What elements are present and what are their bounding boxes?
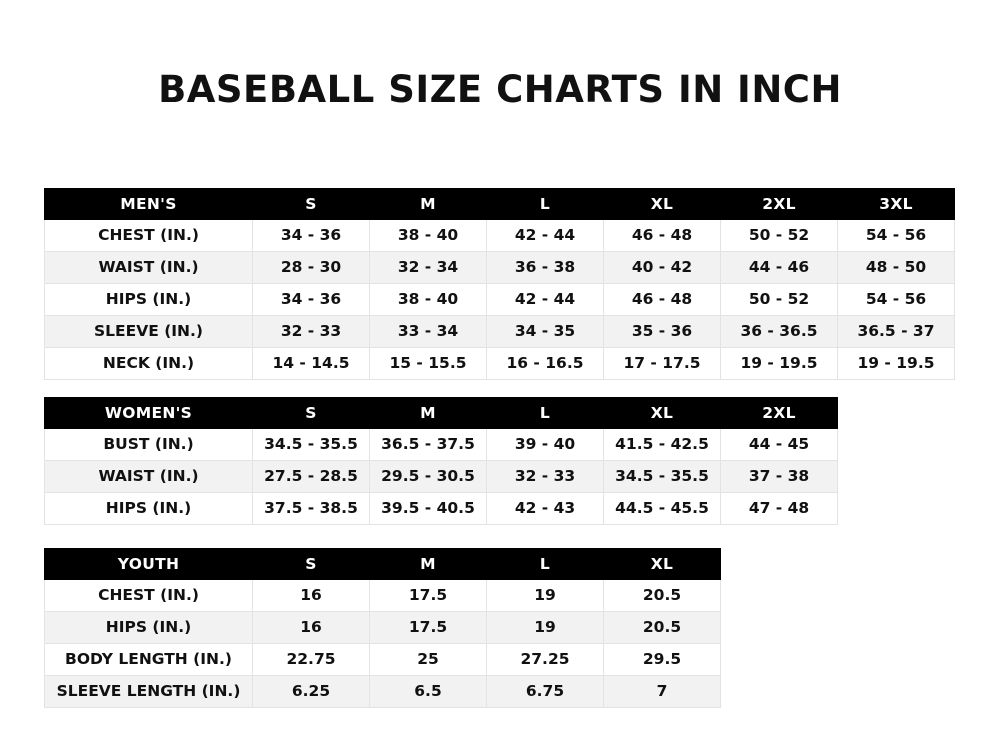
table-row	[45, 644, 721, 676]
youth-header-m: M	[370, 549, 487, 580]
cell: 22.75	[253, 644, 370, 676]
cell: 27.25	[487, 644, 604, 676]
mens-header-l: L	[487, 189, 604, 220]
womens-header-2xl: 2XL	[721, 398, 838, 429]
cell: 46 - 48	[604, 284, 721, 316]
cell: 36 - 38	[487, 252, 604, 284]
womens-header-s: S	[253, 398, 370, 429]
womens-size-table-block	[44, 397, 838, 525]
row-label: WAIST (IN.)	[45, 461, 253, 493]
row-label: SLEEVE (IN.)	[45, 316, 253, 348]
mens-size-table	[44, 188, 955, 380]
cell: 34.5 - 35.5	[253, 429, 370, 461]
cell: 32 - 33	[487, 461, 604, 493]
mens-header-2xl: 2XL	[721, 189, 838, 220]
cell: 32 - 34	[370, 252, 487, 284]
table-header-row	[45, 549, 721, 580]
table-row	[45, 461, 838, 493]
cell: 54 - 56	[838, 284, 955, 316]
cell: 35 - 36	[604, 316, 721, 348]
womens-table-header	[45, 398, 838, 429]
cell: 39 - 40	[487, 429, 604, 461]
youth-header-xl: XL	[604, 549, 721, 580]
cell: 19	[487, 612, 604, 644]
cell: 42 - 44	[487, 284, 604, 316]
cell: 6.25	[253, 676, 370, 708]
cell: 14 - 14.5	[253, 348, 370, 380]
cell: 47 - 48	[721, 493, 838, 525]
cell: 34 - 36	[253, 284, 370, 316]
cell: 17.5	[370, 580, 487, 612]
cell: 29.5	[604, 644, 721, 676]
mens-header-s: S	[253, 189, 370, 220]
table-row	[45, 580, 721, 612]
table-row	[45, 429, 838, 461]
cell: 36.5 - 37	[838, 316, 955, 348]
table-row	[45, 252, 955, 284]
table-row	[45, 316, 955, 348]
cell: 17.5	[370, 612, 487, 644]
cell: 40 - 42	[604, 252, 721, 284]
cell: 38 - 40	[370, 284, 487, 316]
cell: 42 - 43	[487, 493, 604, 525]
mens-table-body	[45, 220, 955, 380]
youth-header-label: YOUTH	[45, 549, 253, 580]
cell: 41.5 - 42.5	[604, 429, 721, 461]
mens-size-table-block	[44, 188, 955, 380]
table-row	[45, 284, 955, 316]
cell: 16 - 16.5	[487, 348, 604, 380]
youth-size-table	[44, 548, 721, 708]
cell: 6.5	[370, 676, 487, 708]
row-label: WAIST (IN.)	[45, 252, 253, 284]
cell: 29.5 - 30.5	[370, 461, 487, 493]
cell: 39.5 - 40.5	[370, 493, 487, 525]
row-label: BODY LENGTH (IN.)	[45, 644, 253, 676]
mens-table-header	[45, 189, 955, 220]
cell: 25	[370, 644, 487, 676]
cell: 44 - 45	[721, 429, 838, 461]
table-row	[45, 220, 955, 252]
row-label: HIPS (IN.)	[45, 612, 253, 644]
table-header-row	[45, 189, 955, 220]
page-title: BASEBALL SIZE CHARTS IN INCH	[158, 68, 842, 111]
cell: 36 - 36.5	[721, 316, 838, 348]
cell: 54 - 56	[838, 220, 955, 252]
row-label: SLEEVE LENGTH (IN.)	[45, 676, 253, 708]
row-label: BUST (IN.)	[45, 429, 253, 461]
youth-table-body	[45, 580, 721, 708]
cell: 20.5	[604, 580, 721, 612]
womens-header-m: M	[370, 398, 487, 429]
cell: 50 - 52	[721, 220, 838, 252]
cell: 34 - 35	[487, 316, 604, 348]
youth-header-s: S	[253, 549, 370, 580]
table-row	[45, 348, 955, 380]
cell: 6.75	[487, 676, 604, 708]
womens-table-body	[45, 429, 838, 525]
womens-header-l: L	[487, 398, 604, 429]
cell: 16	[253, 580, 370, 612]
cell: 48 - 50	[838, 252, 955, 284]
cell: 32 - 33	[253, 316, 370, 348]
cell: 42 - 44	[487, 220, 604, 252]
cell: 36.5 - 37.5	[370, 429, 487, 461]
mens-header-3xl: 3XL	[838, 189, 955, 220]
youth-table-header	[45, 549, 721, 580]
cell: 34 - 36	[253, 220, 370, 252]
cell: 19	[487, 580, 604, 612]
cell: 27.5 - 28.5	[253, 461, 370, 493]
youth-size-table-block	[44, 548, 721, 708]
cell: 20.5	[604, 612, 721, 644]
cell: 38 - 40	[370, 220, 487, 252]
row-label: HIPS (IN.)	[45, 284, 253, 316]
mens-header-xl: XL	[604, 189, 721, 220]
row-label: CHEST (IN.)	[45, 220, 253, 252]
mens-header-label: MEN'S	[45, 189, 253, 220]
cell: 28 - 30	[253, 252, 370, 284]
cell: 17 - 17.5	[604, 348, 721, 380]
cell: 37.5 - 38.5	[253, 493, 370, 525]
cell: 44 - 46	[721, 252, 838, 284]
youth-header-l: L	[487, 549, 604, 580]
table-row	[45, 612, 721, 644]
cell: 44.5 - 45.5	[604, 493, 721, 525]
womens-header-label: WOMEN'S	[45, 398, 253, 429]
cell: 46 - 48	[604, 220, 721, 252]
womens-size-table	[44, 397, 838, 525]
cell: 34.5 - 35.5	[604, 461, 721, 493]
row-label: HIPS (IN.)	[45, 493, 253, 525]
cell: 33 - 34	[370, 316, 487, 348]
cell: 7	[604, 676, 721, 708]
cell: 16	[253, 612, 370, 644]
table-row	[45, 676, 721, 708]
cell: 15 - 15.5	[370, 348, 487, 380]
table-row	[45, 493, 838, 525]
row-label: CHEST (IN.)	[45, 580, 253, 612]
cell: 19 - 19.5	[721, 348, 838, 380]
table-header-row	[45, 398, 838, 429]
womens-header-xl: XL	[604, 398, 721, 429]
mens-header-m: M	[370, 189, 487, 220]
row-label: NECK (IN.)	[45, 348, 253, 380]
cell: 37 - 38	[721, 461, 838, 493]
cell: 19 - 19.5	[838, 348, 955, 380]
cell: 50 - 52	[721, 284, 838, 316]
